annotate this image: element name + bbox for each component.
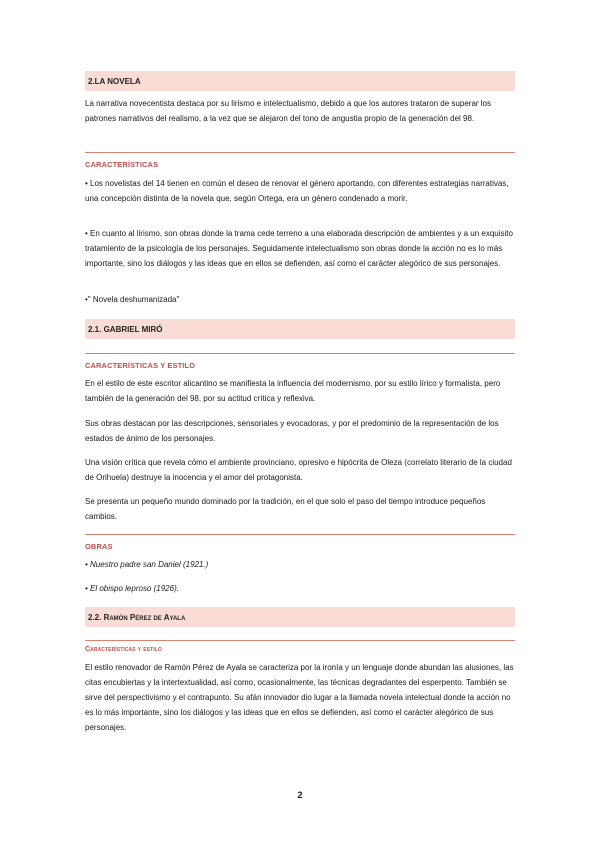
subheading-text: CARACTERÍSTICAS — [85, 160, 159, 169]
subheading-text: CARACTERÍSTICAS Y ESTILO — [85, 361, 196, 370]
miro-work-2: • El obispo leproso (1926). — [85, 584, 179, 593]
novela-bullet-3: •" Novela deshumanizada" — [85, 295, 180, 304]
miro-works-heading — [85, 542, 515, 551]
divider — [85, 152, 515, 153]
novela-bullet-2: • En cuanto al lirismo, son obras donde la trama cede terreno a una elaborada descripción de ambientes y a un exquisito tratamiento de la psicología de los personajes. Seguidamente intelectualismo son obras donde la acción no es lo más importante, sino los diálogos y las ideas que en ellos se defienden, así como el carácter alegórico de sus personajes. — [85, 229, 513, 268]
novela-intro: La narrativa novecentista destaca por su lirismo e intelectualismo, debido a que los autores trataron de superar los patrones narrativos del realismo, a la vez que se alejaron del tono de angustia propio de la generación del 98. — [85, 99, 492, 123]
ayala-subheading — [85, 646, 515, 653]
section-heading-miro — [85, 319, 515, 339]
miro-paragraph-3: Una visión crítica que revela cómo el ambiente provinciano, opresivo e hipócrita de Oleza (correlato literario de la ciudad de Orihuela) destruye la inocencia y el amor del protagonista. — [85, 458, 512, 482]
subheading-text: OBRAS — [85, 542, 113, 551]
novela-subheading — [85, 160, 515, 169]
heading-text: 2.LA NOVELA — [88, 76, 141, 86]
subheading-text: Características y estilo — [85, 646, 162, 653]
miro-work-1: • Nuestro padre san Daniel (1921.) — [85, 560, 209, 569]
novela-bullet-1: • Los novelistas del 14 tienen en común el deseo de renovar el género aportando, con diferentes estrategias narrativas, una concepción distinta de la novela que, según Ortega, era un género condenado a morir. — [85, 179, 509, 203]
divider — [85, 534, 515, 535]
section-heading-ayala — [85, 607, 515, 627]
heading-text: 2.2. Ramón Pérez de Ayala — [88, 612, 186, 622]
miro-paragraph-4: Se presenta un pequeño mundo dominado por la tradición, en el que solo el paso del tiempo introduce pequeños cambios. — [85, 497, 486, 521]
miro-subheading — [85, 361, 515, 370]
divider — [85, 640, 515, 641]
page-number: 2 — [297, 790, 303, 800]
miro-paragraph-1: En el estilo de este escritor alicantino se manifiesta la influencia del modernismo, por su estilo lírico y formalista, pero también de la generación del 98, por su actitud crítica y reflexiva. — [85, 379, 501, 403]
heading-text: 2.1. GABRIEL MIRÓ — [88, 324, 163, 334]
divider — [85, 353, 515, 354]
ayala-paragraph: El estilo renovador de Ramón Pérez de Ayala se caracteriza por la ironía y un lenguaje donde abundan las alusiones, las citas encubiertas y la intertextualidad, así como, ocasionalmente, las técnicas degradantes del esperpento. También se sirve del perspectivismo y el contrapunto. Su afán innovador dio lugar a la llamada novela intelectual donde la acción no es lo más importante, sino los diálogos y las ideas que en ellos se defienden, así como el carácter alegórico de sus personajes. — [85, 663, 514, 732]
miro-paragraph-2: Sus obras destacan por las descripciones, sensoriales y evocadoras, y por el predominio de la representación de los estados de ánimo de los personajes. — [85, 419, 499, 443]
section-heading-novela — [85, 71, 515, 91]
